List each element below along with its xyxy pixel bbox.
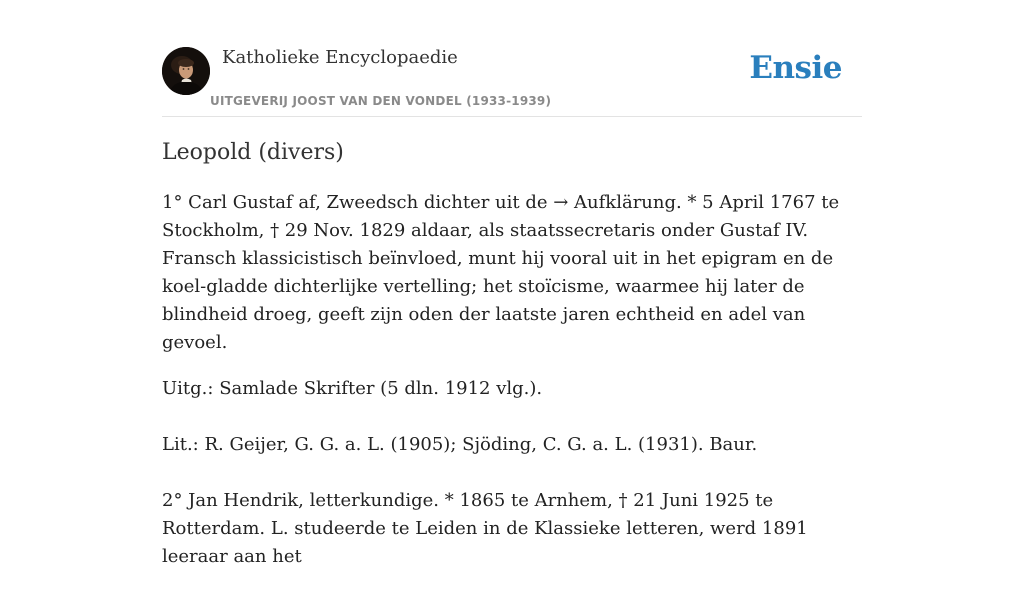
article-paragraph: Uitg.: Samlade Skrifter (5 dln. 1912 vlg.). (162, 378, 543, 399)
portrait-image (162, 47, 210, 95)
portrait-avatar-icon[interactable] (162, 47, 210, 95)
site-title[interactable]: Katholieke Encyclopaedie (222, 47, 458, 68)
publisher-subtitle: UITGEVERIJ JOOST VAN DEN VONDEL (1933-1939) (210, 94, 552, 108)
article-paragraph: Lit.: R. Geijer, G. G. a. L. (1905); Sjöding, C. G. a. L. (1931). Baur. (162, 434, 758, 455)
article-paragraph: 1° Carl Gustaf af, Zweedsch dichter uit de → Aufklärung. * 5 April 1767 te Stockholm, † 29 Nov. 1829 aldaar, als staatssecretaris onder Gustaf IV. Fransch klassicistisch beïnvloed, munt hij vooral uit in het epigram en de koel-gladde dichterlijke vertelling; het stoïcisme, waarmee hij later de blindheid droeg, geeft zijn oden der laatste jaren echtheid en adel van gevoel. (162, 192, 840, 353)
article-paragraph: 2° Jan Hendrik, letterkundige. * 1865 te Arnhem, † 21 Juni 1925 te Rotterdam. L. studeerde te Leiden in de Klassieke letteren, werd 1891 leeraar aan het (162, 490, 808, 567)
site-header (162, 40, 862, 117)
article-title: Leopold (divers) (162, 140, 344, 165)
brand-logo[interactable]: Ensie (749, 50, 842, 86)
article-content (162, 140, 852, 589)
